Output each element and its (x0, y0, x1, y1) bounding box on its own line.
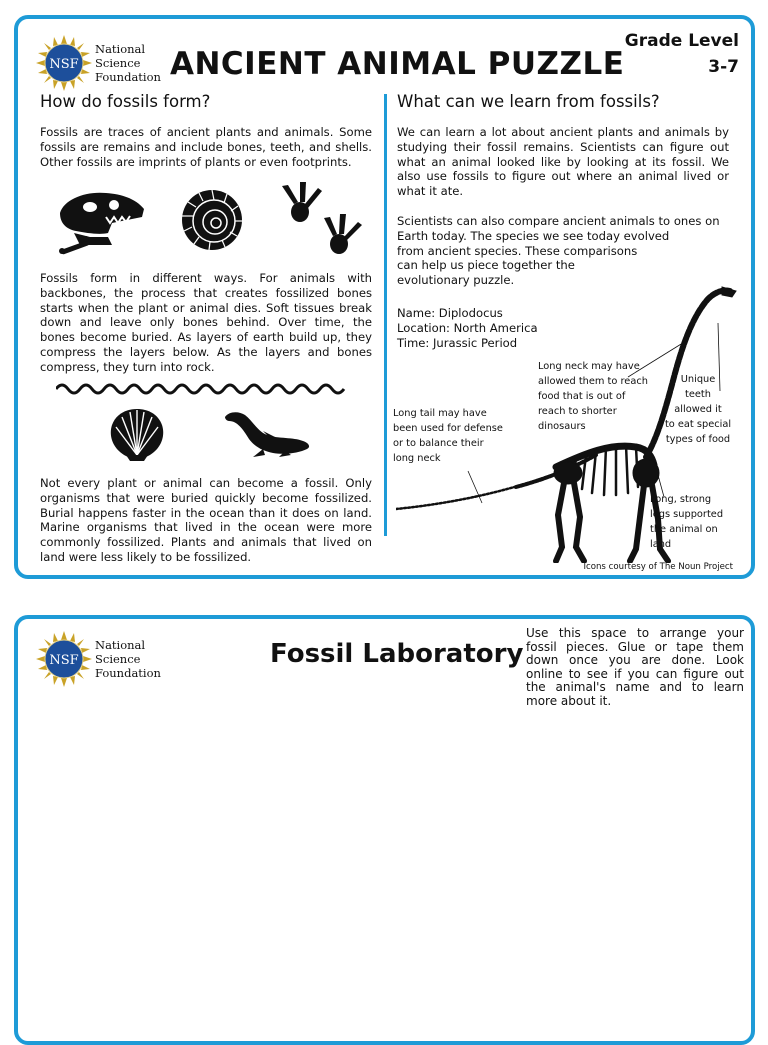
page-title: ANCIENT ANIMAL PUZZLE (170, 46, 625, 82)
nsf-seal-icon (36, 35, 92, 91)
annotation-line: allowed it (674, 404, 722, 415)
annotation-neck (538, 359, 648, 434)
right-paragraph-1: We can learn a lot about ancient plants and animals by studying their fossil remains. Scientists can figure out what an animal looked like by looking at its fossil. We also use fossils to figure out where an animal lived or what it ate. (397, 125, 729, 199)
annotation-line: reach to shorter (538, 406, 617, 417)
org-name-line3: Foundation (95, 70, 161, 84)
annotation-line: dinosaurs (538, 421, 586, 432)
right-paragraph-2-line: Scientists can also compare ancient animals to ones on (397, 214, 720, 228)
worksheet-card (14, 15, 755, 579)
arrangement-area[interactable] (28, 709, 741, 1031)
annotation-line: legs supported (650, 509, 724, 520)
laboratory-card (14, 615, 755, 1045)
org-name-line2: Science (95, 56, 141, 70)
footprints-icon (278, 182, 362, 258)
ammonite-icon (181, 189, 243, 251)
svg-text:NSF: NSF (49, 653, 79, 668)
plesiosaur-icon (223, 409, 311, 457)
grade-level (625, 28, 739, 80)
annotation-line: Unique (680, 374, 716, 385)
annotation-tail (393, 406, 503, 466)
org-name-line2: Science (95, 652, 141, 666)
right-heading: What can we learn from fossils? (397, 92, 660, 111)
annotation-line: or to balance their (393, 438, 484, 449)
lab-instructions: Use this space to arrange your fossil pieces. Glue or tape them down once you are done. Look online to see if you can figure out the animal's name and to learn more about it. (526, 626, 744, 708)
annotation-line: long neck (393, 453, 441, 464)
grade-label: Grade Level (624, 31, 739, 51)
right-paragraph-2-line: from ancient species. These comparisons (397, 243, 638, 258)
org-name-line1: National (95, 42, 146, 56)
right-paragraph-2-line: evolutionary puzzle. (397, 273, 515, 288)
grade-value: 3-7 (708, 57, 739, 77)
annotation-line: land (650, 539, 672, 550)
lab-title: Fossil Laboratory (270, 639, 524, 669)
right-paragraph-2-line: can help us piece together the (397, 258, 575, 273)
org-name-line1: National (95, 638, 146, 652)
left-paragraph-3: Not every plant or animal can become a fossil. Only organisms that were buried quickly become fossilized. Burial happens faster in the ocean than it does on land. Marine organisms that lived in the ocean were more commonly fossilized. Plants and animals that lived on land were less likely to be fossilized. (40, 476, 372, 564)
annotation-line: allowed them to reach (538, 376, 648, 387)
left-heading: How do fossils form? (40, 92, 211, 111)
annotation-line: food that is out of (538, 391, 626, 402)
annotation-line: to eat special (664, 419, 732, 430)
species-name: Name: Diplodocus (397, 306, 503, 320)
annotation-line: Long, strong (650, 494, 712, 505)
annotation-line: Long tail may have (393, 408, 487, 419)
annotation-teeth (656, 372, 740, 447)
left-paragraph-2: Fossils form in different ways. For animals with backbones, the process that creates fossilized bones starts when the plant or animal dies. Soft tissues break down and leave only bones behind. Over time, the bones become buried. As layers of earth build up, they compress the layers below. As the layers and bones compress, they turn into rock. (40, 271, 372, 374)
right-paragraph-2-line: Earth today. The species we see today evolved (397, 228, 670, 243)
annotation-line: teeth (685, 389, 711, 400)
nsf-logo (36, 35, 161, 91)
annotation-line: the animal on (650, 524, 718, 535)
nsf-seal-icon (36, 631, 92, 687)
icon-credit: Icons courtesy of The Noun Project (583, 562, 733, 572)
svg-text:NSF: NSF (49, 57, 79, 72)
species-location: Location: North America (397, 320, 538, 335)
org-name-line3: Foundation (95, 666, 161, 680)
annotation-line: been used for defense (393, 423, 503, 434)
scallop-shell-icon (108, 409, 166, 461)
wave-line (56, 381, 346, 395)
nsf-logo (36, 631, 161, 687)
annotation-line: Long neck may have (538, 361, 640, 372)
column-divider (384, 94, 387, 536)
annotation-legs (650, 492, 723, 552)
left-paragraph-1: Fossils are traces of ancient plants and animals. Some fossils are remains and include bones, teeth, and shells. Other fossils are imprints of plants or even footprints. (40, 125, 372, 169)
species-time: Time: Jurassic Period (397, 335, 518, 350)
annotation-line: types of food (665, 434, 731, 445)
t-rex-skull-icon (56, 187, 148, 255)
